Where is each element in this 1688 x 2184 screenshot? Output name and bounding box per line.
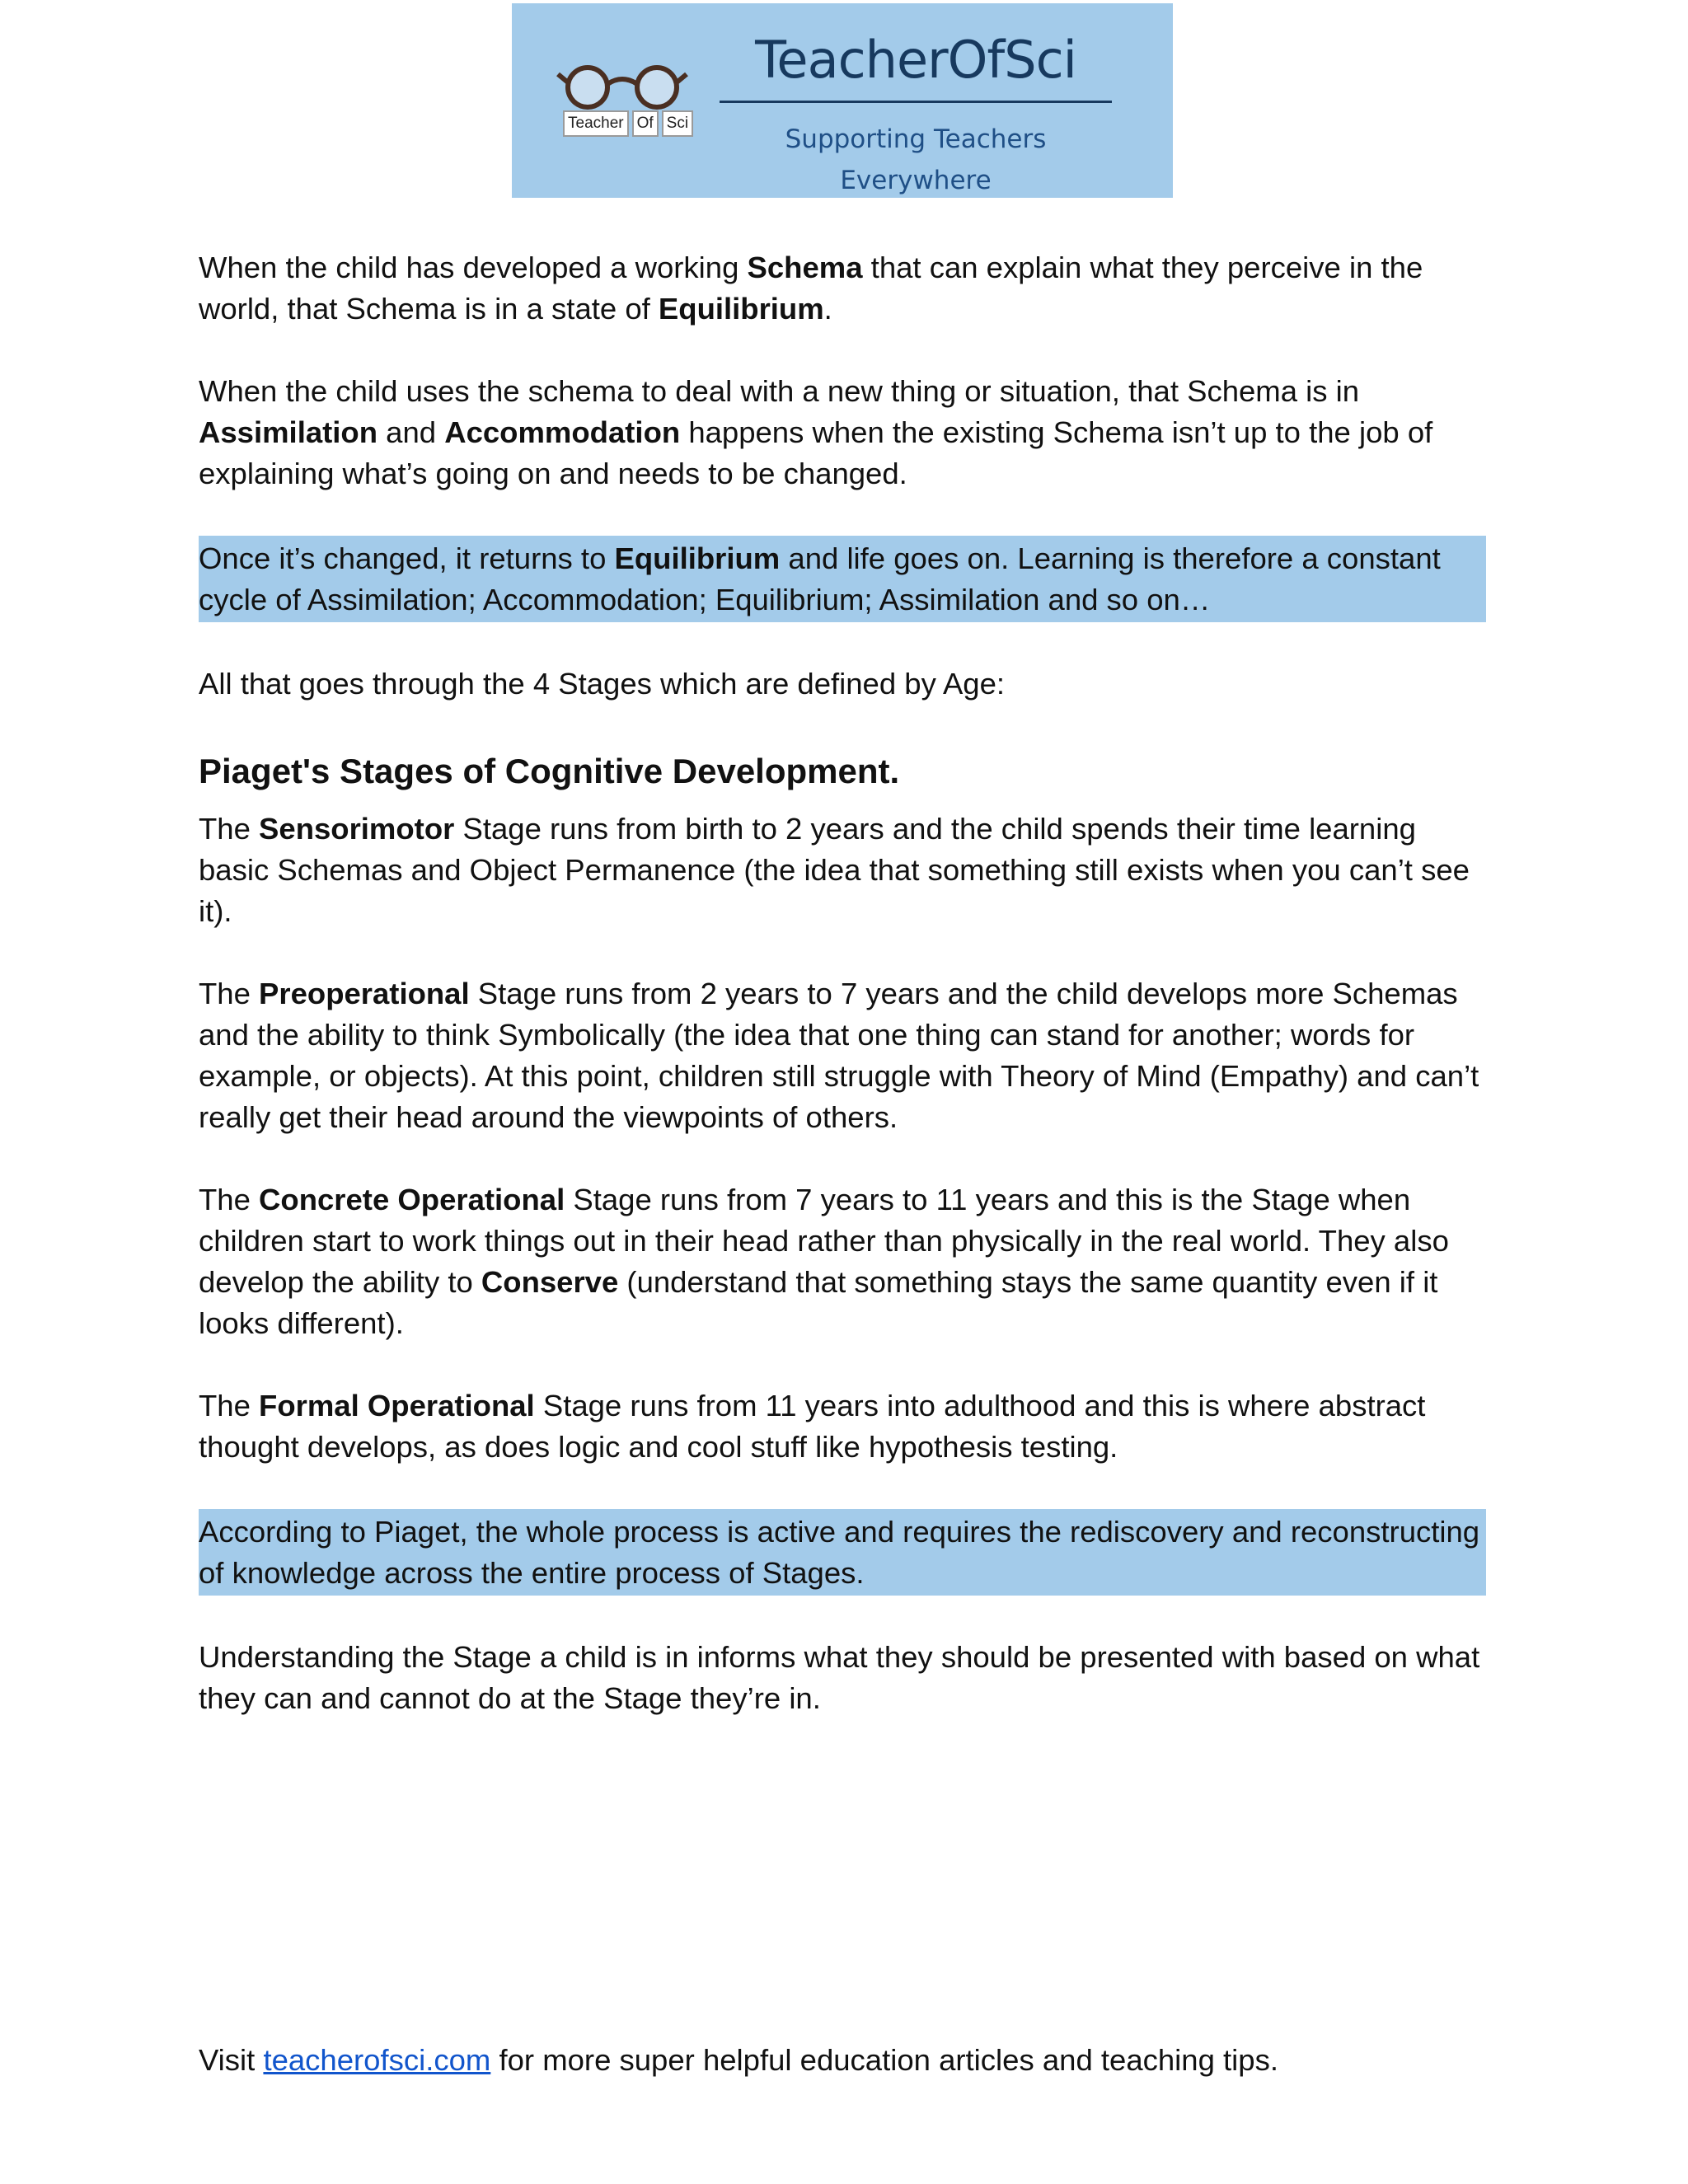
text-run: Visit (199, 2043, 264, 2077)
brand-tagline: Supporting Teachers Everywhere (785, 124, 1047, 195)
logo-tile-sci: Sci (662, 110, 693, 137)
paragraph-sensorimotor (199, 808, 1489, 932)
paragraph-stages-intro: All that goes through the 4 Stages which are defined by Age: (199, 667, 1006, 701)
term-equilibrium: Equilibrium (658, 292, 824, 326)
paragraph-concrete-operational (199, 1179, 1489, 1344)
text-run: The (199, 977, 260, 1010)
text-run: Stage runs from 2 years to 7 years and the child develops more Schemas and the ability to think Symbolically (the idea that one thing can stand for another; words for example, or objects). At this point, children still struggle with Theory of Mind (Empathy) and can’t really get their head around the viewpoints of others. (199, 977, 1479, 1134)
glasses-icon (556, 63, 688, 112)
header-banner (512, 3, 1173, 198)
brand-divider (720, 101, 1112, 103)
text-run: When the child uses the schema to deal with a new thing or situation, that Schema is in (199, 374, 1360, 408)
brand-name: TeacherOfSci (755, 30, 1076, 90)
term-sensorimotor: Sensorimotor (259, 812, 455, 846)
paragraph-schema-equilibrium (199, 247, 1489, 330)
term-equilibrium: Equilibrium (614, 541, 781, 575)
term-schema: Schema (747, 251, 863, 284)
highlighted-paragraph-active-process: According to Piaget, the whole process is active and requires the rediscovery and reconstructing of knowledge across the entire process of Stages. (199, 1509, 1486, 1596)
paragraph-assimilation-accommodation (199, 371, 1489, 494)
paragraph-formal-operational (199, 1385, 1489, 1468)
term-concrete-operational: Concrete Operational (259, 1183, 565, 1216)
text-run: that can explain what they perceive in the world, that Schema is in a state of (199, 251, 1423, 326)
logo-tile-teacher: Teacher (563, 110, 629, 137)
logo-tile-of: Of (632, 110, 659, 137)
term-preoperational: Preoperational (259, 977, 470, 1010)
highlighted-paragraph-cycle (199, 536, 1486, 622)
term-accommodation: Accommodation (444, 415, 681, 449)
term-conserve: Conserve (481, 1265, 619, 1299)
term-assimilation: Assimilation (199, 415, 378, 449)
text-run: Stage runs from 7 years to 11 years and this is the Stage when children start to work things out in their head rather than physically in the real world. They also develop the ability to (199, 1183, 1449, 1299)
text-run: The (199, 812, 260, 846)
text-run: and life goes on. Learning is therefore a constant cycle of Assimilation; Accommodation; Equilibrium; Assimilation and so on… (199, 541, 1441, 616)
text-run: and (377, 415, 445, 449)
text-run: happens when the existing Schema isn’t up to the job of explaining what’s going on and needs to be changed. (199, 415, 1433, 490)
text-run: Stage runs from birth to 2 years and the child spends their time learning basic Schemas and Object Permanence (the idea that something still exists when you can’t see it). (199, 812, 1470, 928)
text-run: Once it’s changed, it returns to (199, 541, 615, 575)
paragraph-preoperational (199, 973, 1489, 1138)
paragraph-understanding-stage: Understanding the Stage a child is in informs what they should be presented with based on what they can and cannot do at the Stage they’re in. (199, 1640, 1480, 1715)
text-run: Stage runs from 11 years into adulthood and this is where abstract thought develops, as does logic and cool stuff like hypothesis testing. (199, 1389, 1426, 1464)
section-heading: Piaget's Stages of Cognitive Development. (199, 752, 900, 790)
text-run: . (823, 292, 832, 326)
text-run: for more super helpful education articles and teaching tips. (490, 2043, 1278, 2077)
article-body (199, 247, 1489, 1760)
logo-tiles (563, 110, 693, 137)
text-run: When the child has developed a working (199, 251, 748, 284)
text-run: The (199, 1389, 260, 1422)
text-run: (understand that something stays the same quantity even if it looks different). (199, 1265, 1438, 1340)
term-formal-operational: Formal Operational (259, 1389, 535, 1422)
footer-note (199, 2040, 1489, 2081)
website-link[interactable]: teacherofsci.com (263, 2043, 491, 2077)
text-run: The (199, 1183, 260, 1216)
